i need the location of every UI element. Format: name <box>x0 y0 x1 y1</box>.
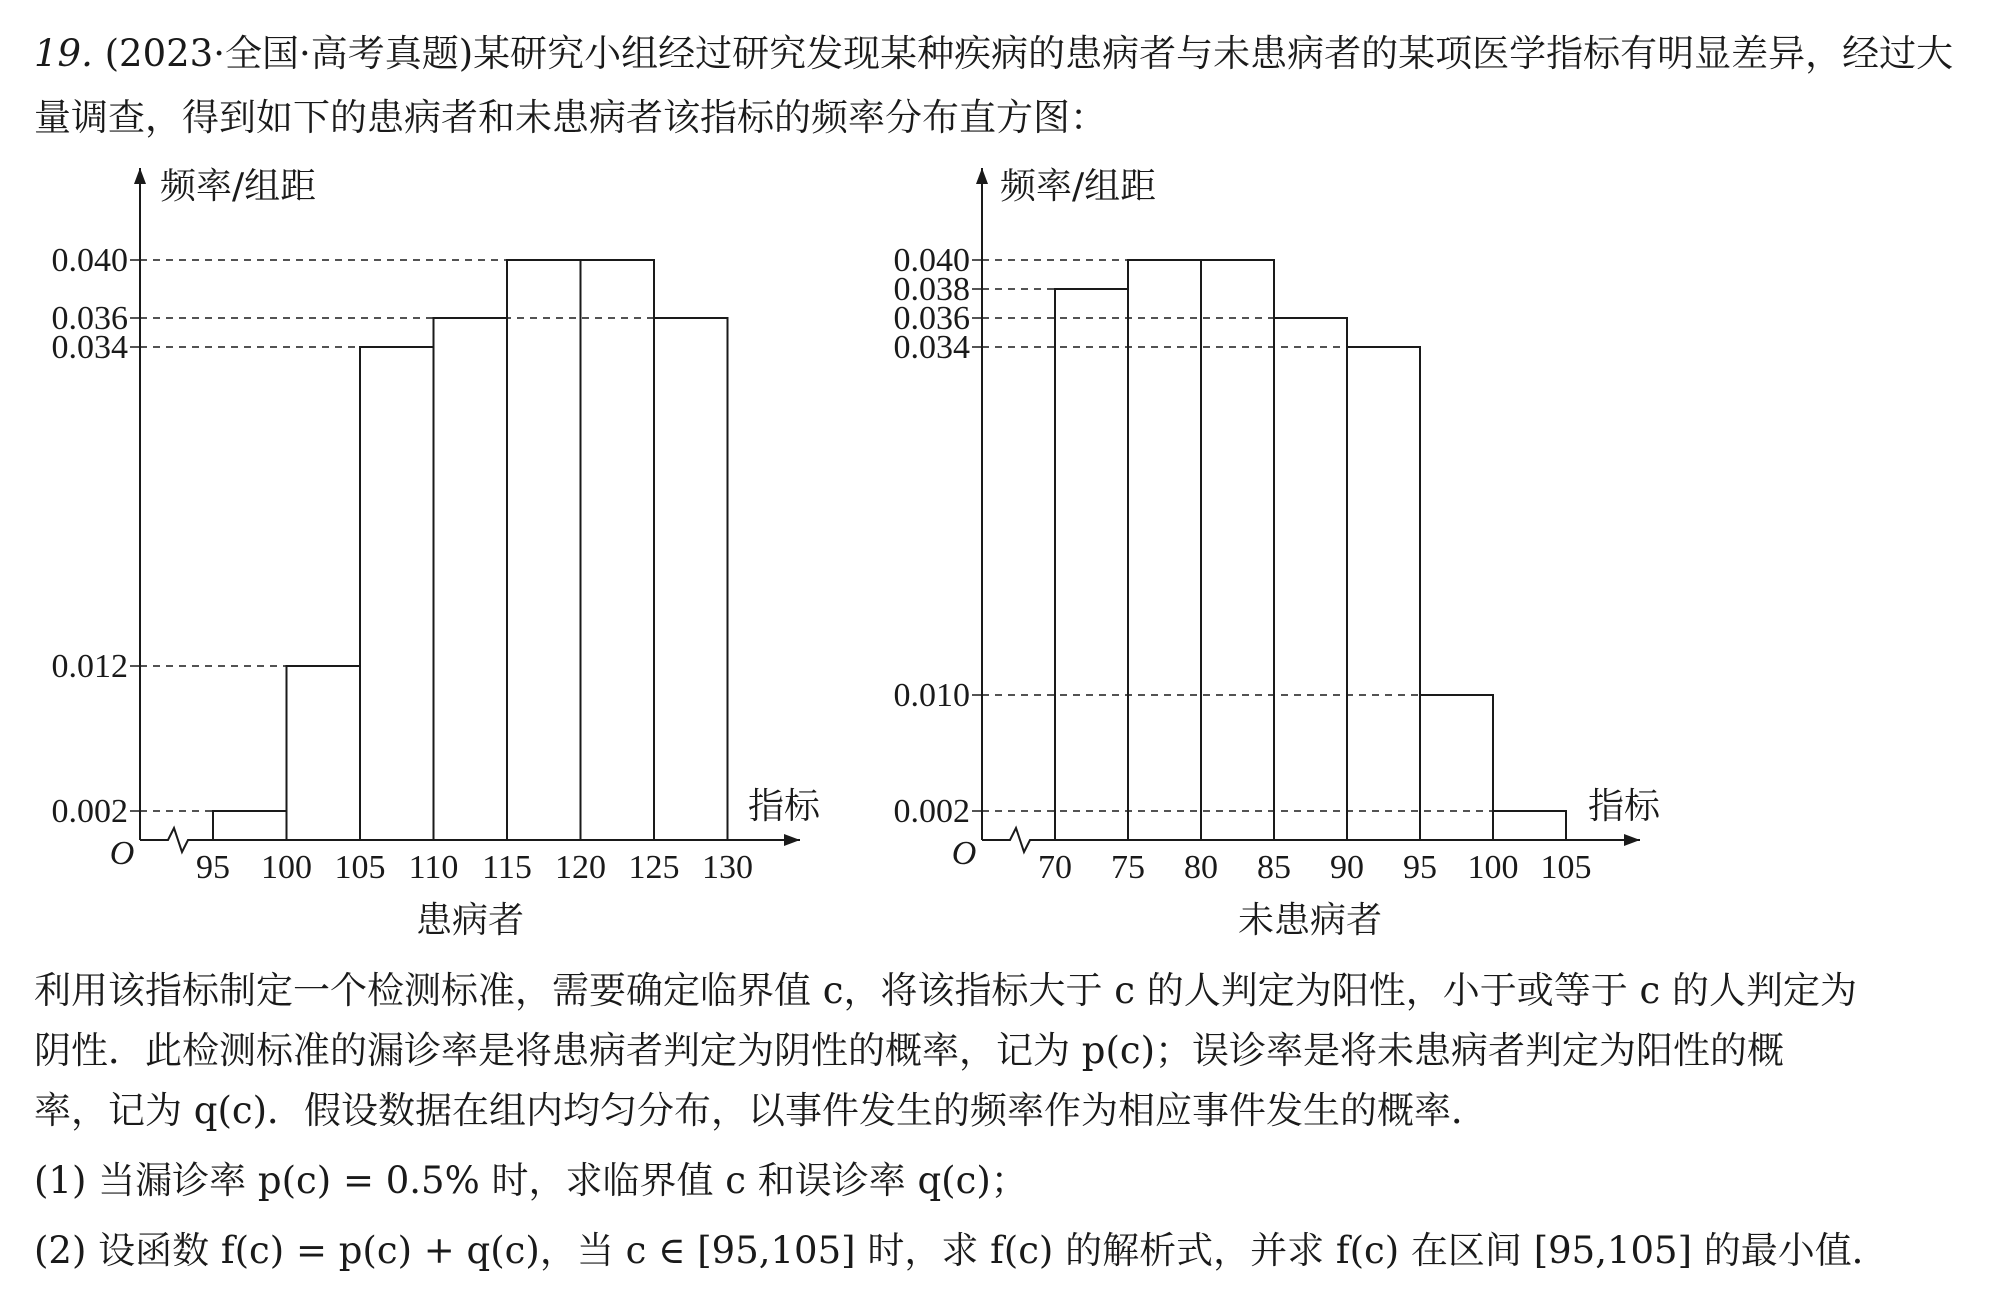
origin-label: O <box>109 835 135 872</box>
histogram-bar <box>1201 260 1274 840</box>
x-tick-label: 70 <box>1038 849 1072 886</box>
x-tick-label: 95 <box>1403 849 1437 886</box>
y-tick-label: 0.038 <box>893 271 970 308</box>
y-axis-arrow-icon <box>976 168 988 184</box>
chart-title: 患病者 <box>415 900 525 941</box>
histogram-non-patients <box>894 166 1662 941</box>
x-tick-label: 130 <box>702 849 753 886</box>
x-axis-arrow-icon <box>784 834 800 846</box>
x-tick-label: 105 <box>1540 849 1592 886</box>
problem-intro: 某研究小组经过研究发现某种疾病的患病者与未患病者的某项医学指标有明显差异，经过大量调查，得到如下的患病者和未患病者该指标的频率分布直方图： <box>34 32 1954 139</box>
histogram-bar <box>287 666 361 840</box>
y-tick-label: 0.034 <box>893 329 970 366</box>
y-axis-label: 频率/组距 <box>1000 166 1157 207</box>
histogram-bar <box>1420 695 1493 840</box>
y-tick-label: 0.040 <box>51 242 128 279</box>
x-tick-label: 95 <box>196 849 230 886</box>
question-1: (1) 当漏诊率 p(c) = 0.5% 时，求临界值 c 和误诊率 q(c)； <box>34 1159 1028 1202</box>
histogram-bar <box>360 347 434 840</box>
y-tick-label: 0.036 <box>893 300 970 337</box>
x-axis-arrow-icon <box>1624 834 1640 846</box>
body-line-1: 利用该指标制定一个检测标准，需要确定临界值 c，将该指标大于 c 的人判定为阳性，小于或等于 c 的人判定为 <box>34 969 1857 1012</box>
y-tick-label: 0.002 <box>51 793 128 830</box>
x-tick-label: 105 <box>334 849 386 886</box>
x-tick-label: 100 <box>1467 849 1519 886</box>
y-axis-label: 频率/组距 <box>160 166 317 207</box>
x-axis-label: 指标 <box>748 786 821 827</box>
histogram-bar <box>1493 811 1566 840</box>
problem-number: 19. <box>34 32 93 75</box>
question-2: (2) 设函数 f(c) = p(c) + q(c)，当 c ∈ [95,105] 时，求 f(c) 的解析式，并求 f(c) 在区间 [95,105] 的最小值． <box>34 1229 1889 1272</box>
histogram-bar <box>213 811 287 840</box>
x-tick-label: 80 <box>1184 849 1218 886</box>
histogram-bar <box>434 318 508 840</box>
chart-title: 未患病者 <box>1237 900 1383 941</box>
x-tick-label: 100 <box>261 849 312 886</box>
y-tick-label: 0.012 <box>51 648 128 685</box>
body-line-2: 阴性．此检测标准的漏诊率是将患病者判定为阴性的概率，记为 p(c)；误诊率是将未患病者判定为阳性的概 <box>34 1029 1785 1072</box>
x-tick-label: 75 <box>1111 849 1145 886</box>
histogram-bar <box>581 260 655 840</box>
histogram-bar <box>1347 347 1420 840</box>
y-axis-arrow-icon <box>134 168 146 184</box>
histogram-bar <box>1055 289 1128 840</box>
histogram-bar <box>1274 318 1347 840</box>
x-tick-label: 90 <box>1330 849 1364 886</box>
x-tick-label: 115 <box>482 849 532 886</box>
y-tick-label: 0.040 <box>893 242 970 279</box>
x-tick-label: 110 <box>408 849 459 886</box>
histogram-bar <box>507 260 581 840</box>
histogram-bar <box>654 318 728 840</box>
y-tick-label: 0.010 <box>893 677 970 714</box>
problem-source: (2023·全国·高考真题) <box>104 32 474 75</box>
histogram-patients <box>52 166 822 941</box>
x-tick-label: 85 <box>1257 849 1291 886</box>
x-tick-label: 120 <box>555 849 606 886</box>
x-tick-label: 125 <box>628 849 680 886</box>
x-axis-label: 指标 <box>1588 786 1661 827</box>
y-tick-label: 0.036 <box>51 300 128 337</box>
body-line-3: 率，记为 q(c)．假设数据在组内均匀分布，以事件发生的频率作为相应事件发生的概率． <box>34 1089 1489 1132</box>
origin-label: O <box>951 835 977 872</box>
y-tick-label: 0.002 <box>893 793 970 830</box>
y-tick-label: 0.034 <box>51 329 128 366</box>
